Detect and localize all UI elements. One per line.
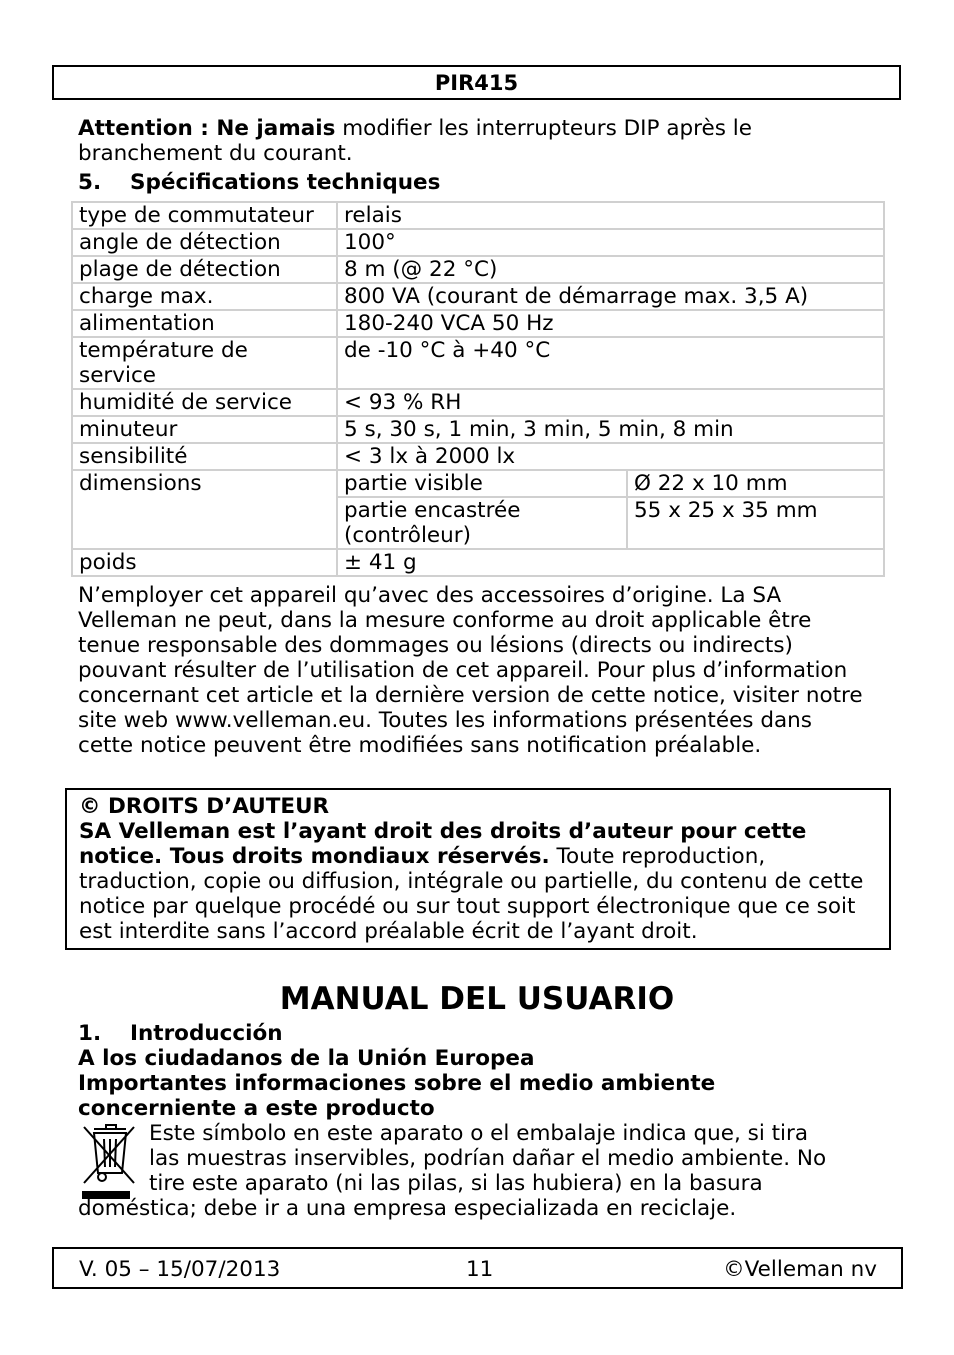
spec-label: humidité de service — [72, 389, 337, 416]
spec-value: 8 m (@ 22 °C) — [337, 256, 884, 283]
spec-label: minuteur — [72, 416, 337, 443]
spec-label: type de commutateur — [72, 202, 337, 229]
section-number: 1. — [78, 1021, 102, 1046]
table-row — [72, 310, 884, 337]
spec-label: dimensions — [72, 470, 337, 549]
table-row — [72, 470, 884, 497]
page-footer — [52, 1247, 903, 1289]
spec-label: charge max. — [72, 283, 337, 310]
page-header — [52, 65, 901, 100]
environment-heading: Importantes informaciones sobre el medio ambiente concerniente a este producto — [78, 1071, 716, 1121]
spec-label: alimentation — [72, 310, 337, 337]
spec-value: 55 x 25 x 35 mm — [627, 497, 884, 549]
spec-label: poids — [72, 549, 337, 576]
weee-text-line-4: doméstica; debe ir a una empresa especializada en reciclaje. — [78, 1196, 737, 1221]
spec-label: sensibilité — [72, 443, 337, 470]
table-row — [72, 443, 884, 470]
table-row — [72, 389, 884, 416]
copyright-title: © DROITS D’AUTEUR — [79, 794, 330, 819]
spec-value: de -10 °C à +40 °C — [337, 337, 884, 389]
section-intro-heading — [78, 1021, 283, 1046]
section-title: Spécifications techniques — [130, 170, 441, 195]
spec-label: température de service — [72, 337, 337, 389]
table-row — [72, 229, 884, 256]
attention-label: Attention : Ne jamais — [78, 116, 336, 141]
spec-label: plage de détection — [72, 256, 337, 283]
weee-crossed-bin-icon — [80, 1123, 136, 1203]
spec-value: 180-240 VCA 50 Hz — [337, 310, 884, 337]
weee-text-line-2: las muestras inservibles, podrían dañar el medio ambiente. No — [149, 1146, 827, 1171]
table-row — [72, 416, 884, 443]
section-title: Introducción — [130, 1021, 283, 1046]
copyright-text — [79, 819, 878, 944]
section-number: 5. — [78, 170, 102, 195]
spec-value: ± 41 g — [337, 549, 884, 576]
spec-value: 5 s, 30 s, 1 min, 3 min, 5 min, 8 min — [337, 416, 884, 443]
spec-value: < 3 lx à 2000 lx — [337, 443, 884, 470]
section-specs-heading — [78, 170, 440, 195]
copyright-bold: SA Velleman est l’ayant droit des droits d’auteur pour cette notice. Tous droits mondiaux réservés. — [79, 819, 807, 869]
spec-sublabel: partie encastrée (contrôleur) — [337, 497, 627, 549]
disclaimer-paragraph: N’employer cet appareil qu’avec des accessoires d’origine. La SA Velleman ne peut, dans la mesure conforme au droit applicable être tenue responsable des dommages ou lésions (directs ou indirects) pouvant résulter de l’utilisation de cet appareil. Pour plus d’information concernant cet article et la dernière version de cette notice, visiter notre site web www.velleman.eu. Toutes les informations présentées dans cette notice peuvent être modifiées sans notification préalable. — [78, 583, 863, 758]
spec-value: relais — [337, 202, 884, 229]
attention-text: modifier les interrupteurs DIP après le branchement du courant. — [78, 116, 752, 166]
spec-sublabel: partie visible — [337, 470, 627, 497]
table-row — [72, 337, 884, 389]
copyright-body: Toute reproduction, traduction, copie ou diffusion, intégrale ou partielle, du contenu de cette notice par quelque procédé ou sur tout support électronique que ce soit est interdite sans l’accord préalable écrit de l’ayant droit. — [79, 844, 864, 944]
spec-label: angle de détection — [72, 229, 337, 256]
weee-text-line-3: tire este aparato (ni las pilas, si las hubiera) en la basura — [149, 1171, 763, 1196]
eu-heading: A los ciudadanos de la Unión Europea — [78, 1046, 535, 1071]
copyright-box — [65, 788, 891, 950]
spec-value: < 93 % RH — [337, 389, 884, 416]
copyright-brand: ©Velleman nv — [723, 1257, 877, 1282]
spec-value: Ø 22 x 10 mm — [627, 470, 884, 497]
table-row — [72, 283, 884, 310]
attention-note — [78, 116, 878, 166]
spec-value: 800 VA (courant de démarrage max. 3,5 A) — [337, 283, 884, 310]
table-row — [72, 202, 884, 229]
model-title: PIR415 — [434, 71, 519, 95]
page-number: 11 — [466, 1257, 494, 1282]
weee-text-line-1: Este símbolo en este aparato o el embalaje indica que, si tira — [149, 1121, 809, 1146]
specifications-table — [71, 201, 885, 577]
table-row — [72, 549, 884, 576]
manual-title: MANUAL DEL USUARIO — [279, 981, 675, 1017]
version-date: V. 05 – 15/07/2013 — [79, 1257, 281, 1282]
table-row — [72, 256, 884, 283]
spec-value: 100° — [337, 229, 884, 256]
